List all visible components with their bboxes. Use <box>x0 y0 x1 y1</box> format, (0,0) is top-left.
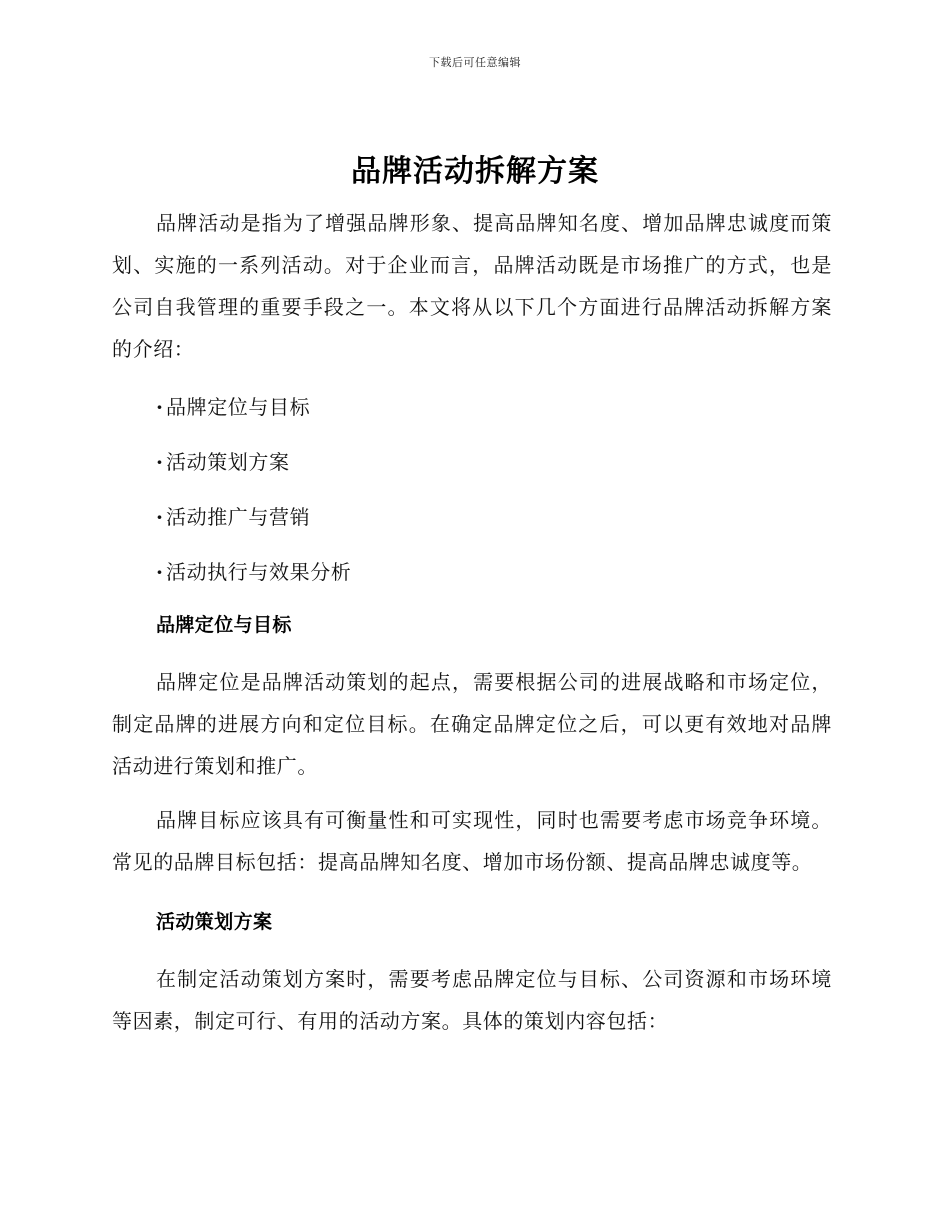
list-item <box>156 490 832 545</box>
bullet-marker: · <box>156 395 164 419</box>
bullet-marker: · <box>156 450 164 474</box>
section-heading-positioning: 品牌定位与目标 <box>156 614 292 636</box>
document-body <box>112 202 832 1042</box>
goals-paragraph: 品牌目标应该具有可衡量性和可实现性，同时也需要考虑市场竞争环境。常见的品牌目标包括：提高品牌知名度、增加市场份额、提高品牌忠诚度等。 <box>112 808 832 874</box>
section-heading-planning: 活动策划方案 <box>156 911 273 933</box>
list-item-label: 活动执行与效果分析 <box>166 560 352 584</box>
list-item-label: 活动策划方案 <box>166 450 290 474</box>
document-title: 品牌活动拆解方案 <box>351 154 599 189</box>
list-item <box>156 545 832 600</box>
list-item-label: 活动推广与营销 <box>166 505 311 529</box>
positioning-paragraph: 品牌定位是品牌活动策划的起点，需要根据公司的进展战略和市场定位，制定品牌的进展方向和定位目标。在确定品牌定位之后，可以更有效地对品牌活动进行策划和推广。 <box>112 670 832 778</box>
section-spacer <box>112 883 832 895</box>
list-item <box>156 435 832 490</box>
planning-paragraph: 在制定活动策划方案时，需要考虑品牌定位与目标、公司资源和市场环境等因素，制定可行、有用的活动方案。具体的策划内容包括： <box>112 967 832 1033</box>
topic-list <box>112 380 832 600</box>
bullet-marker: · <box>156 505 164 529</box>
intro-paragraph: 品牌活动是指为了增强品牌形象、提高品牌知名度、增加品牌忠诚度而策划、实施的一系列活动。对于企业而言，品牌活动既是市场推广的方式，也是公司自我管理的重要手段之一。本文将从以下几个方面进行品牌活动拆解方案的介绍： <box>112 211 832 361</box>
bullet-marker: · <box>156 560 164 584</box>
list-item <box>156 380 832 435</box>
header-note: 下载后可任意编辑 <box>429 56 521 69</box>
list-item-label: 品牌定位与目标 <box>166 395 311 419</box>
